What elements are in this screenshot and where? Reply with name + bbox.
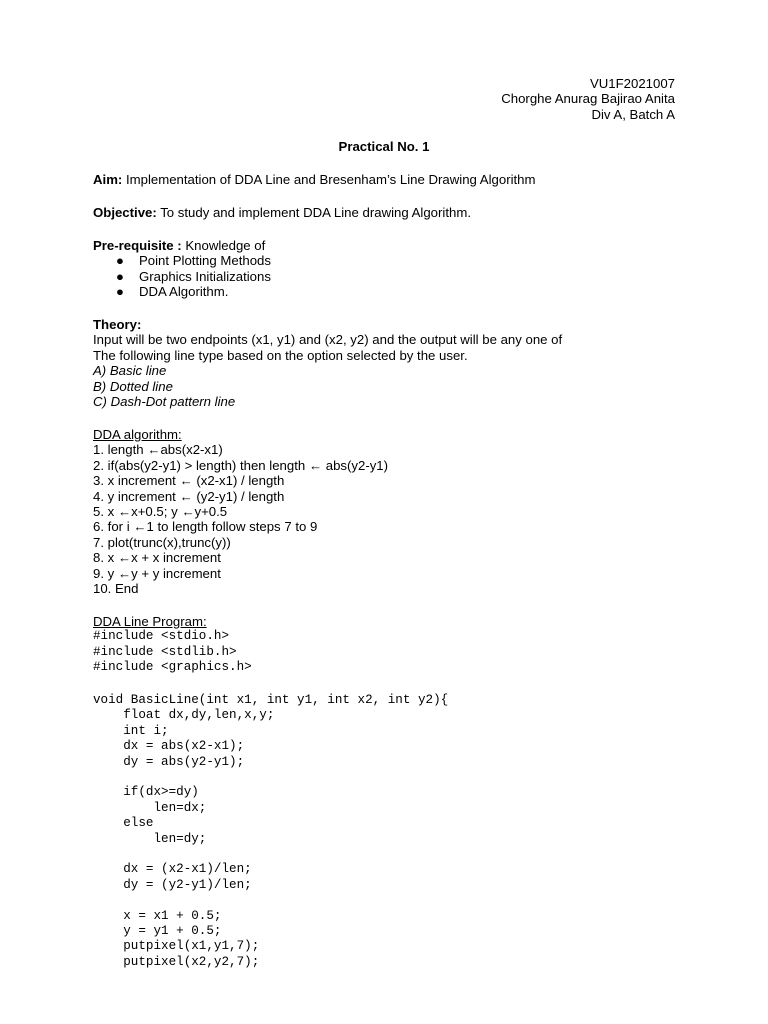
- student-id: VU1F2021007: [589, 76, 675, 91]
- code-line: putpixel(x1,y1,7);: [93, 939, 260, 954]
- prerequisite-list: [93, 253, 693, 299]
- program-heading: DDA Line Program:: [93, 613, 207, 629]
- algorithm-step: 1. length ←abs(x2-x1): [93, 442, 223, 458]
- algorithm-step: 7. plot(trunc(x),trunc(y)): [93, 534, 231, 550]
- code-line: dy = abs(y2-y1);: [93, 754, 245, 769]
- algorithm-step: 5. x ←x+0.5; y ←y+0.5: [93, 503, 228, 519]
- student-header: [501, 76, 675, 122]
- prerequisite-label: Pre-requisite :: [93, 237, 182, 253]
- algorithm-step: 3. x increment ← (x2-x1) / length: [93, 473, 285, 489]
- aim-text: Implementation of DDA Line and Bresenham’s Line Drawing Algorithm: [122, 172, 536, 187]
- bullet-icon: ●: [116, 268, 124, 284]
- objective-line: [93, 205, 693, 220]
- algorithm-step: 2. if(abs(y2-y1) > length) then length ← abs(y2-y1): [93, 457, 389, 473]
- code-line: len=dy;: [93, 831, 207, 846]
- algorithm-step: 9. y ←y + y increment: [93, 565, 221, 581]
- algorithm-step: 4. y increment ← (y2-y1) / length: [93, 488, 285, 504]
- dda-algorithm-heading: DDA algorithm:: [93, 426, 182, 442]
- student-name: Chorghe Anurag Bajirao Anita: [501, 91, 675, 107]
- code-line: dx = (x2-x1)/len;: [93, 862, 252, 877]
- code-line: if(dx>=dy): [93, 785, 199, 800]
- code-line: float dx,dy,len,x,y;: [93, 708, 275, 723]
- theory-option: A) Basic line: [93, 363, 167, 379]
- list-item: ● Point Plotting Methods: [116, 253, 271, 269]
- code-line: x = x1 + 0.5;: [93, 908, 222, 923]
- bullet-icon: ●: [116, 253, 124, 269]
- code-line: [93, 770, 693, 785]
- objective-text: To study and implement DDA Line drawing Algorithm.: [156, 204, 471, 220]
- code-line: int i;: [93, 723, 169, 738]
- theory-option: C) Dash-Dot pattern line: [93, 393, 236, 409]
- theory-line: Input will be two endpoints (x1, y1) and (x2, y2) and the output will be any one of: [93, 332, 563, 348]
- aim-label: Aim:: [93, 172, 123, 187]
- page-title: Practical No. 1: [338, 139, 430, 154]
- code-line: dy = (y2-y1)/len;: [93, 877, 252, 892]
- algorithm-step: 10. End: [93, 580, 139, 596]
- code-line: y = y1 + 0.5;: [93, 924, 222, 939]
- code-include: #include <graphics.h>: [93, 660, 252, 675]
- algorithm-step: 6. for i ←1 to length follow steps 7 to 9: [93, 519, 318, 535]
- algorithm-step: 8. x ←x + x increment: [93, 550, 221, 566]
- code-line: dx = abs(x2-x1);: [93, 739, 245, 754]
- code-line: len=dx;: [93, 800, 207, 815]
- document-body: [93, 172, 693, 970]
- prerequisite-text: Knowledge of: [181, 237, 266, 253]
- code-include: #include <stdio.h>: [93, 629, 230, 644]
- bullet-icon: ●: [116, 284, 124, 300]
- list-item: ● DDA Algorithm.: [116, 284, 229, 300]
- code-include: #include <stdlib.h>: [93, 644, 237, 659]
- division-batch: Div A, Batch A: [591, 106, 675, 122]
- code-line: [93, 893, 693, 908]
- code-line: void BasicLine(int x1, int y1, int x2, int y2){: [93, 692, 449, 707]
- aim-line: [93, 172, 693, 187]
- theory-line: The following line type based on the option selected by the user.: [93, 347, 468, 363]
- code-line: else: [93, 816, 154, 831]
- code-line: [93, 847, 693, 862]
- theory-option: B) Dotted line: [93, 378, 173, 394]
- theory-label: Theory:: [93, 316, 142, 332]
- prerequisite-line: [93, 238, 693, 253]
- objective-label: Objective:: [93, 204, 157, 220]
- code-line: putpixel(x2,y2,7);: [93, 954, 260, 969]
- list-item: ● Graphics Initializations: [116, 268, 271, 284]
